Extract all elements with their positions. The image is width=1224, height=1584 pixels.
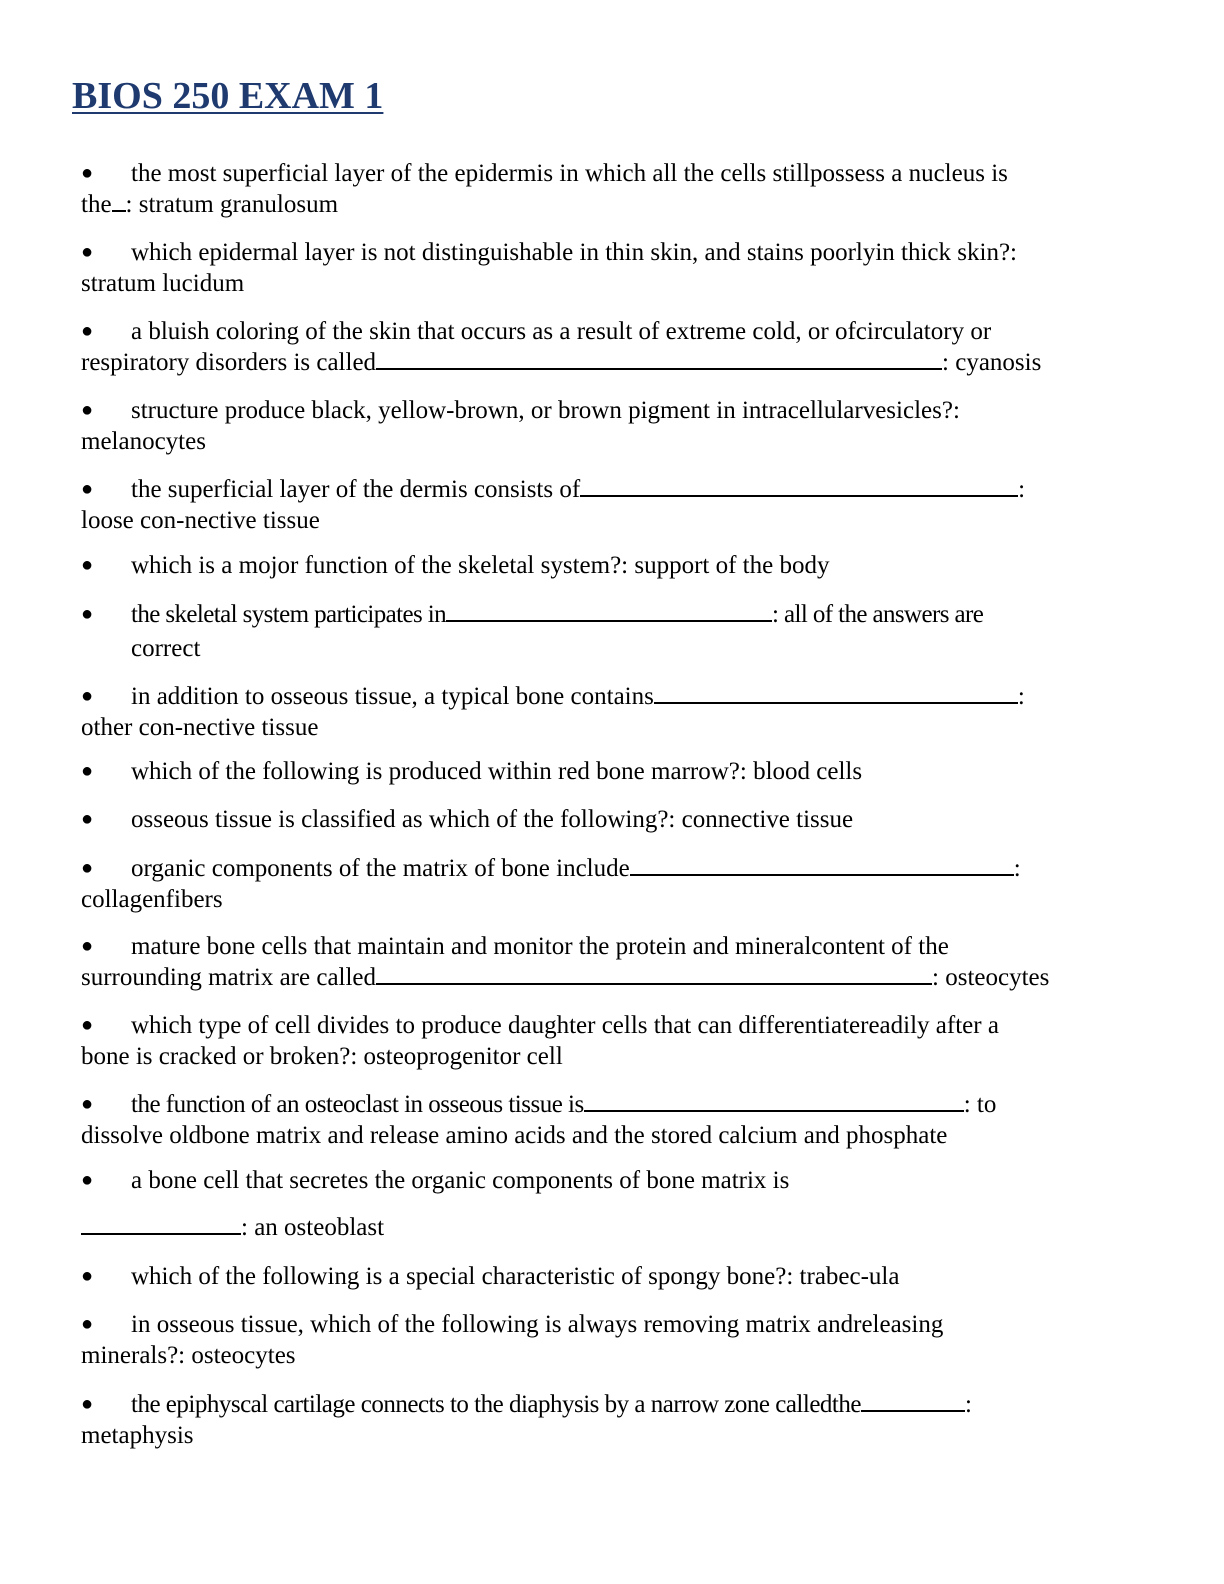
question-text: the epiphyscal cartilage connects to the diaphysis by a narrow zone calledthe <box>131 1391 861 1418</box>
question-text: in osseous tissue, which of the following is always removing matrix andreleasing <box>131 1311 944 1338</box>
question-text: which is a mojor function of the skeletal system?: support of the body <box>131 552 830 579</box>
bullet-icon: ● <box>81 1265 94 1287</box>
answer-text: other con-nective tissue <box>81 714 319 741</box>
bullet-icon: ● <box>81 241 94 263</box>
answer-text: : cyanosis <box>942 349 1042 376</box>
answer-text: loose con-nective tissue <box>81 507 320 534</box>
bullet-icon: ● <box>81 162 94 184</box>
bullet-icon: ● <box>81 478 94 500</box>
bullet-icon: ● <box>81 857 94 879</box>
question-item <box>81 1309 1111 1371</box>
question-item <box>81 597 1111 666</box>
question-item <box>81 1389 1111 1451</box>
answer-blank <box>112 190 126 212</box>
question-text: : <box>964 1391 972 1418</box>
page-title: BIOS 250 EXAM 1 <box>72 75 384 117</box>
question-text: the superficial layer of the dermis consists of <box>131 476 581 503</box>
question-text: which of the following is produced within red bone marrow?: blood cells <box>131 758 863 785</box>
answer-text: : an osteoblast <box>241 1214 385 1241</box>
question-text: the <box>81 191 112 218</box>
question-text: : <box>1017 683 1025 710</box>
question-item <box>81 550 1111 581</box>
question-text: the skeletal system participates in <box>131 601 447 628</box>
answer-text: dissolve oldbone matrix and release amino acids and the stored calcium and phosphate <box>81 1122 948 1149</box>
question-item <box>81 804 1111 835</box>
answer-blank <box>654 682 1018 704</box>
question-item <box>81 237 1111 299</box>
answer-text: collagenfibers <box>81 886 223 913</box>
question-text: surrounding matrix are called <box>81 964 377 991</box>
bullet-icon: ● <box>81 603 94 625</box>
answer-blank <box>446 600 772 622</box>
answer-text: minerals?: osteocytes <box>81 1342 296 1369</box>
question-text: which epidermal layer is not distinguishable in thin skin, and stains poorlyin thick skin?: <box>131 239 1017 266</box>
question-text: : <box>1013 855 1021 882</box>
answer-text: : to <box>963 1091 997 1118</box>
question-text: mature bone cells that maintain and monitor the protein and mineralcontent of the <box>131 933 949 960</box>
answer-text: stratum lucidum <box>81 270 245 297</box>
question-item <box>81 1261 1111 1292</box>
question-text: the function of an osteoclast in osseous tissue is <box>131 1091 584 1118</box>
answer-text: bone is cracked or broken?: osteoprogenitor cell <box>81 1043 563 1070</box>
question-item <box>81 1165 1111 1243</box>
question-text: which of the following is a special characteristic of spongy bone?: trabec-ula <box>131 1263 900 1290</box>
answer-text: correct <box>131 635 201 662</box>
question-item <box>81 158 1111 220</box>
bullet-icon: ● <box>81 808 94 830</box>
answer-blank <box>376 348 942 370</box>
bullet-icon: ● <box>81 320 94 342</box>
question-item <box>81 1010 1111 1072</box>
answer-blank <box>376 963 932 985</box>
question-item <box>81 1089 1111 1151</box>
question-text: the most superficial layer of the epidermis in which all the cells stillpossess a nucleus is <box>131 160 1008 187</box>
answer-text: : osteocytes <box>932 964 1050 991</box>
question-item <box>81 395 1111 457</box>
question-text: osseous tissue is classified as which of the following?: connective tissue <box>131 806 854 833</box>
answer-blank <box>861 1390 965 1412</box>
bullet-icon: ● <box>81 685 94 707</box>
question-text: respiratory disorders is called <box>81 349 377 376</box>
bullet-icon: ● <box>81 554 94 576</box>
question-item <box>81 316 1111 378</box>
bullet-icon: ● <box>81 1393 94 1415</box>
question-text: a bluish coloring of the skin that occurs as a result of extreme cold, or ofcirculatory or <box>131 318 992 345</box>
bullet-icon: ● <box>81 1014 94 1036</box>
question-text: a bone cell that secretes the organic components of bone matrix is <box>131 1167 790 1194</box>
question-item <box>81 756 1111 787</box>
question-text: in addition to osseous tissue, a typical bone contains <box>131 683 654 710</box>
answer-blank <box>580 475 1018 497</box>
bullet-icon: ● <box>81 760 94 782</box>
answer-text: : all of the answers are <box>772 601 984 628</box>
question-text: structure produce black, yellow-brown, or brown pigment in intracellularvesicles?: <box>131 397 960 424</box>
question-item <box>81 931 1111 993</box>
question-text: : <box>1018 476 1026 503</box>
question-item <box>81 853 1111 915</box>
bullet-icon: ● <box>81 399 94 421</box>
bullet-icon: ● <box>81 1093 94 1115</box>
answer-blank <box>584 1090 964 1112</box>
question-text: organic components of the matrix of bone include <box>131 855 630 882</box>
question-item <box>81 681 1111 743</box>
bullet-icon: ● <box>81 1313 94 1335</box>
bullet-icon: ● <box>81 1169 94 1191</box>
answer-text: melanocytes <box>81 428 206 455</box>
question-text: which type of cell divides to produce daughter cells that can differentiatereadily after a <box>131 1012 999 1039</box>
answer-text: metaphysis <box>81 1422 194 1449</box>
bullet-icon: ● <box>81 935 94 957</box>
answer-blank <box>81 1213 241 1235</box>
question-item <box>81 474 1111 536</box>
answer-text: : stratum granulosum <box>125 191 339 218</box>
answer-blank <box>630 854 1014 876</box>
